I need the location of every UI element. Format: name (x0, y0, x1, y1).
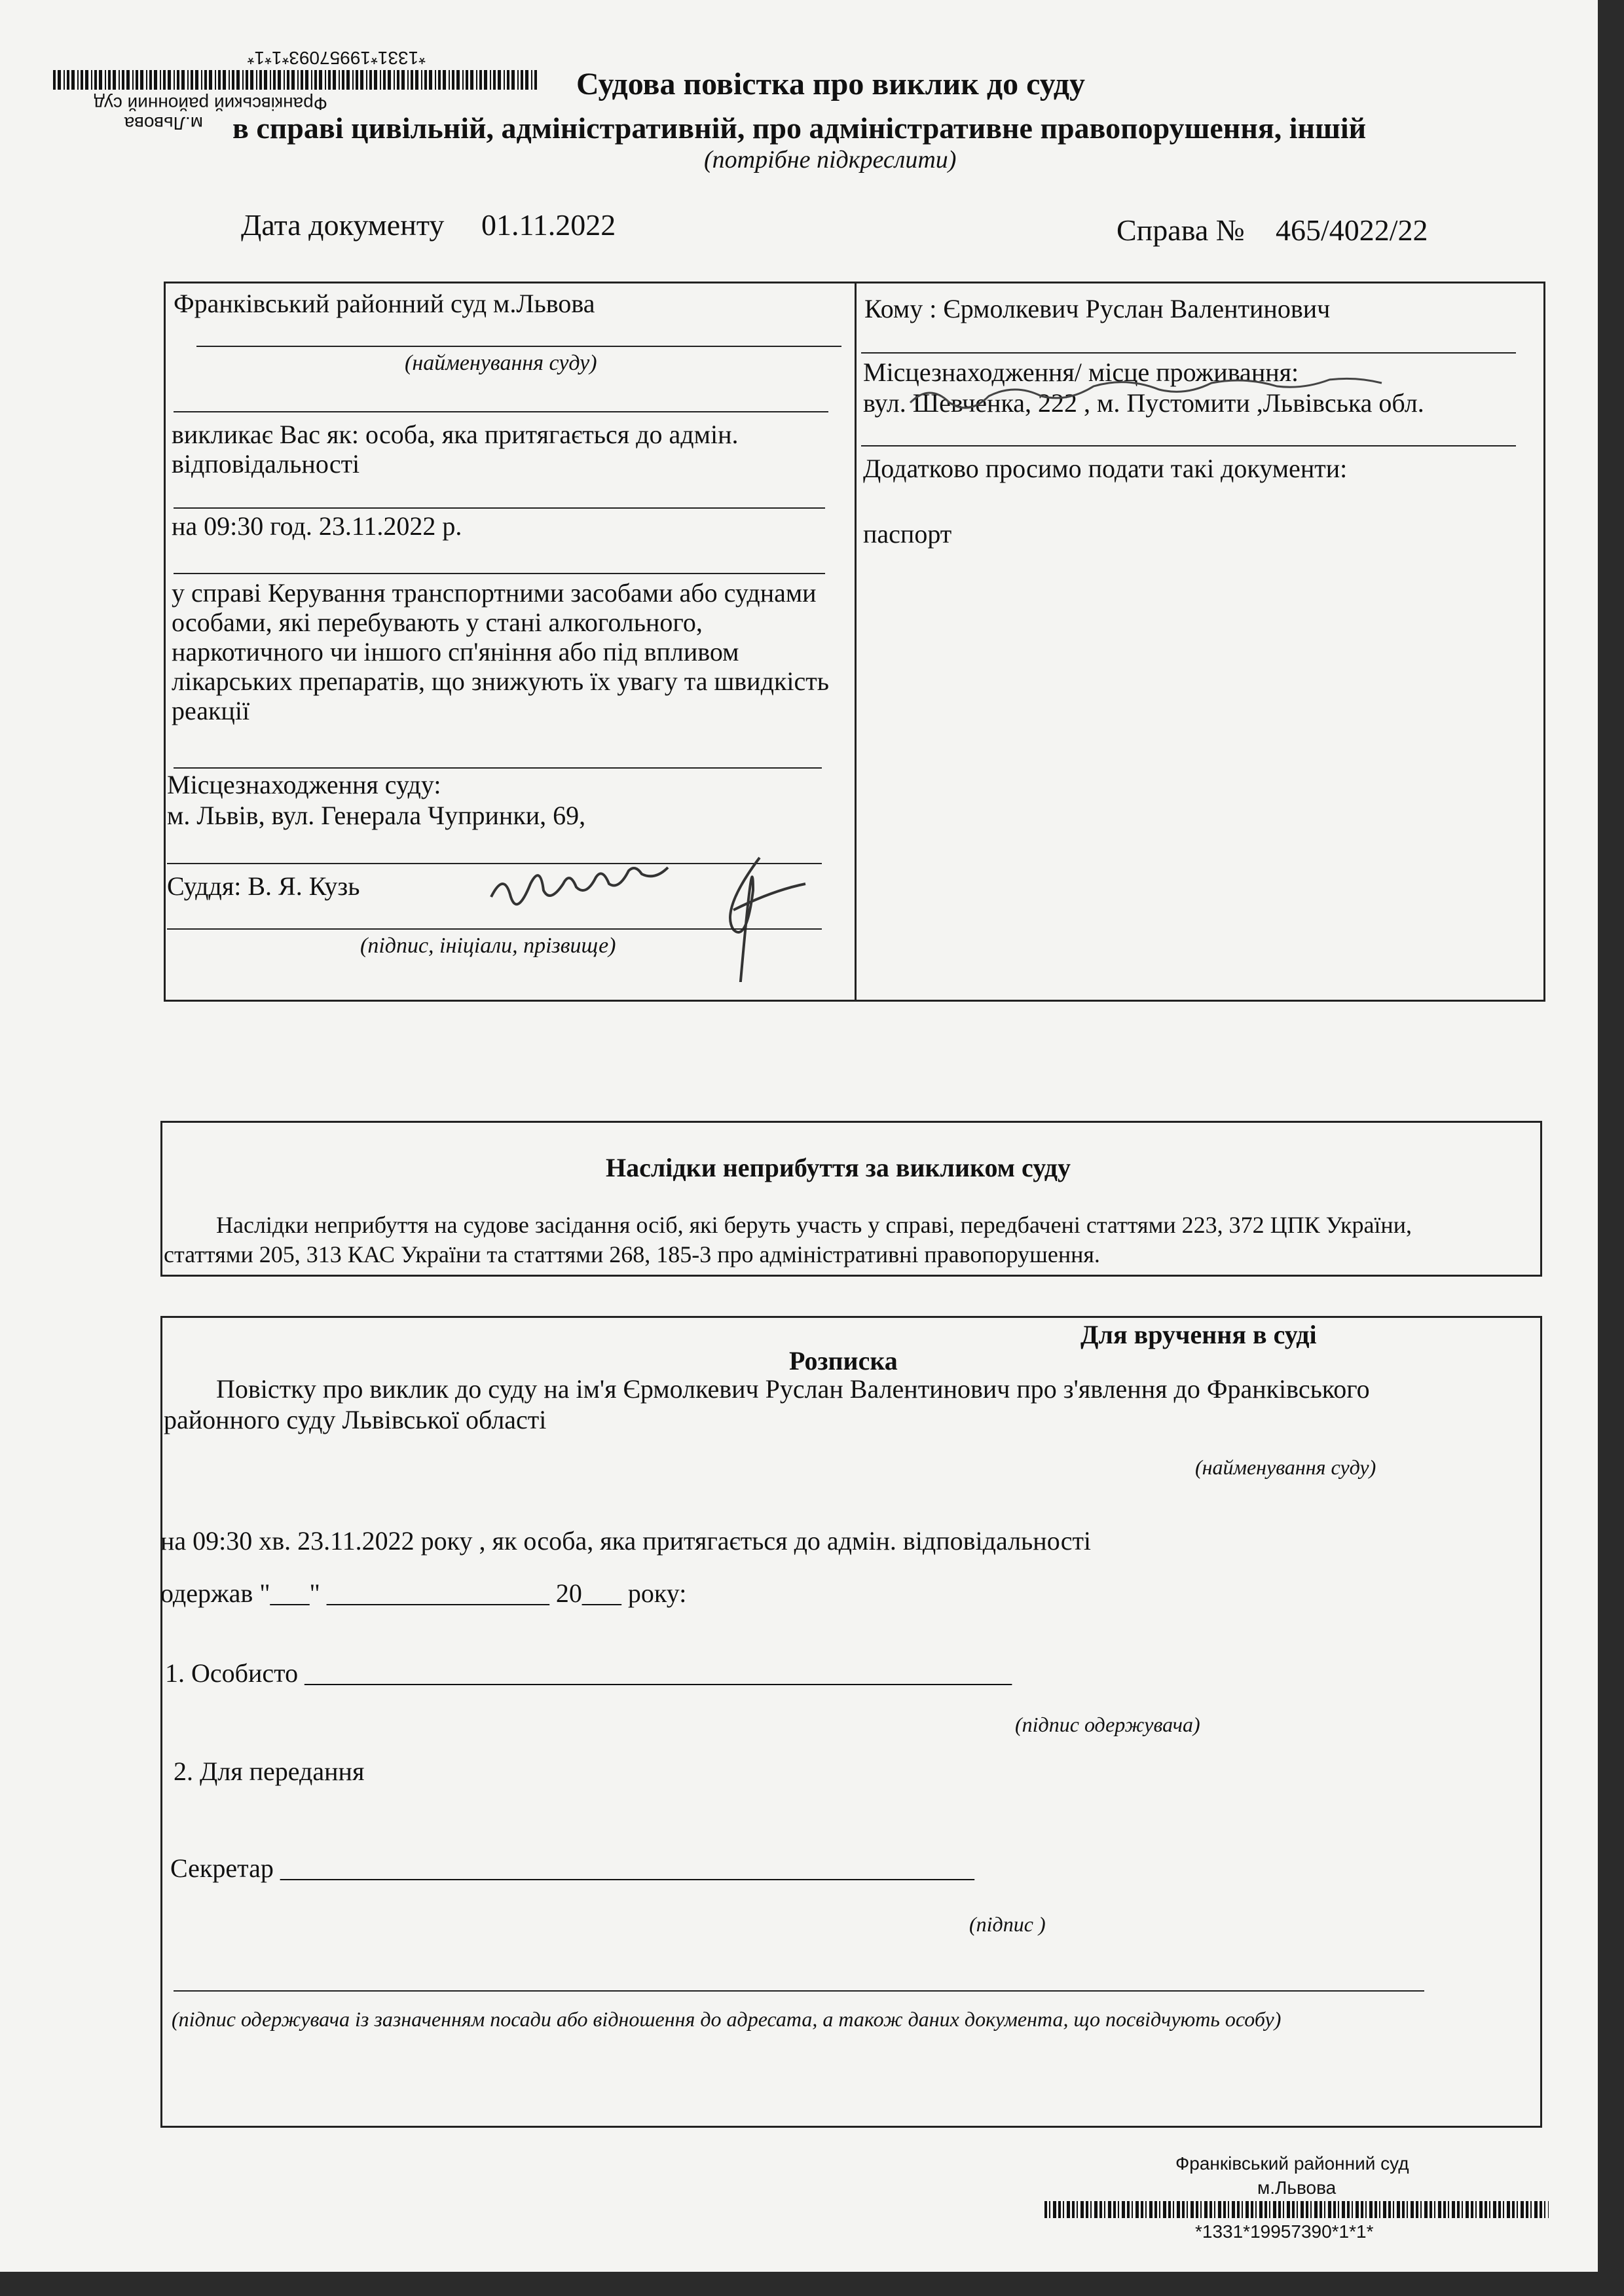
case-desc-4: лікарських препаратів, що знижують їх увагу та швидкість (172, 666, 829, 696)
title-note: (потрібне підкреслити) (704, 146, 957, 173)
footer-city: м.Львова (1257, 2178, 1337, 2198)
residence-label: Місцезнаходження/ місце проживання: (863, 357, 1299, 387)
receipt-title: Розписка (789, 1346, 898, 1376)
judge: Суддя: В. Я. Кузь (167, 871, 360, 901)
received-line: одержав "___" _________________ 20___ року: (160, 1578, 687, 1608)
consequences-text-2: статтями 205, 313 КАС України та статтями 268, 185-3 про адміністративні правопорушення. (164, 1241, 1100, 1267)
summon-as-line1: викликає Вас як: особа, яка притягається до адмін. (172, 420, 739, 449)
doc-date: 01.11.2022 (481, 208, 616, 242)
footer-court: Франківський районний суд (1175, 2153, 1409, 2174)
table-divider (855, 282, 857, 1002)
receipt-court-caption: (найменування суду) (1195, 1455, 1376, 1479)
personally-line: 1. Особисто ______________________________________________________ (165, 1658, 1012, 1688)
hearing-time: на 09:30 год. 23.11.2022 р. (172, 511, 462, 541)
stamp-top-barcode (52, 70, 537, 90)
court-name: Франківський районний суд м.Львова (174, 289, 595, 318)
case-label: Справа № (1116, 213, 1245, 247)
court-location-label: Місцезнаходження суду: (167, 770, 441, 799)
for-court: Для вручення в суді (1080, 1320, 1317, 1349)
title-line2: в справі цивільній, адміністративній, про адміністративне правопорушення, іншій (232, 111, 1367, 145)
residence: вул. Шевченка, 222 , м. Пустомити ,Львівська обл. (863, 388, 1424, 418)
receipt-box (160, 1316, 1542, 2128)
receipt-line2: районного суду Львівської області (164, 1405, 547, 1434)
docs: паспорт (863, 519, 952, 549)
transfer-line: 2. Для передання (174, 1757, 365, 1786)
receipt-line1: Повістку про виклик до суду на ім'я Єрмолкевич Руслан Валентинович про з'явлення до Франківського (216, 1374, 1370, 1404)
court-caption: (найменування суду) (405, 351, 597, 375)
doc-date-label: Дата документу (241, 208, 445, 242)
secretary-caption: (підпис ) (969, 1912, 1046, 1936)
stamp-top-court: Франківський районний суд (94, 94, 327, 114)
sign-caption: (підпис, ініціали, прізвище) (360, 934, 616, 958)
stamp-top-code: *1331*19957093*1*1* (247, 48, 426, 68)
case-desc-3: наркотичного чи іншого сп'яніння або під впливом (172, 637, 739, 666)
secretary-line: Секретар _____________________________________________________ (170, 1853, 974, 1883)
personally-caption: (підпис одержувача) (1015, 1713, 1200, 1736)
case-desc-1: у справі Керування транспортними засобами або суднами (172, 578, 817, 608)
final-caption: (підпис одержувача із зазначенням посади або відношення до адресата, а також даних документа, що посвідчують особу) (172, 2007, 1282, 2031)
recipient: Кому : Єрмолкевич Руслан Валентинович (864, 294, 1331, 323)
receipt-time: на 09:30 хв. 23.11.2022 року , як особа, яка притягається до адмін. відповідальності (160, 1526, 1092, 1556)
footer-code: *1331*19957390*1*1* (1195, 2221, 1374, 2242)
consequences-title: Наслідки неприбуття за викликом суду (606, 1153, 1071, 1182)
case-desc-2: особами, які перебувають у стані алкогольного, (172, 608, 703, 637)
residence-overwrite (904, 376, 1480, 416)
case-number: 465/4022/22 (1276, 213, 1428, 247)
case-desc-5: реакції (172, 696, 250, 725)
docs-label: Додатково просимо подати такі документи: (863, 454, 1348, 483)
summon-as-line2: відповідальності (172, 449, 360, 479)
footer-barcode (1044, 2201, 1549, 2218)
consequences-text-1: Наслідки неприбуття на судове засідання осіб, які беруть участь у справі, передбачені статтями 223, 372 ЦПК України, (216, 1212, 1412, 1238)
court-address: м. Львів, вул. Генерала Чупринки, 69, (167, 801, 586, 830)
title-line1: Судова повістка про виклик до суду (576, 67, 1086, 101)
stamp-top-city: м.Львова (124, 113, 203, 134)
